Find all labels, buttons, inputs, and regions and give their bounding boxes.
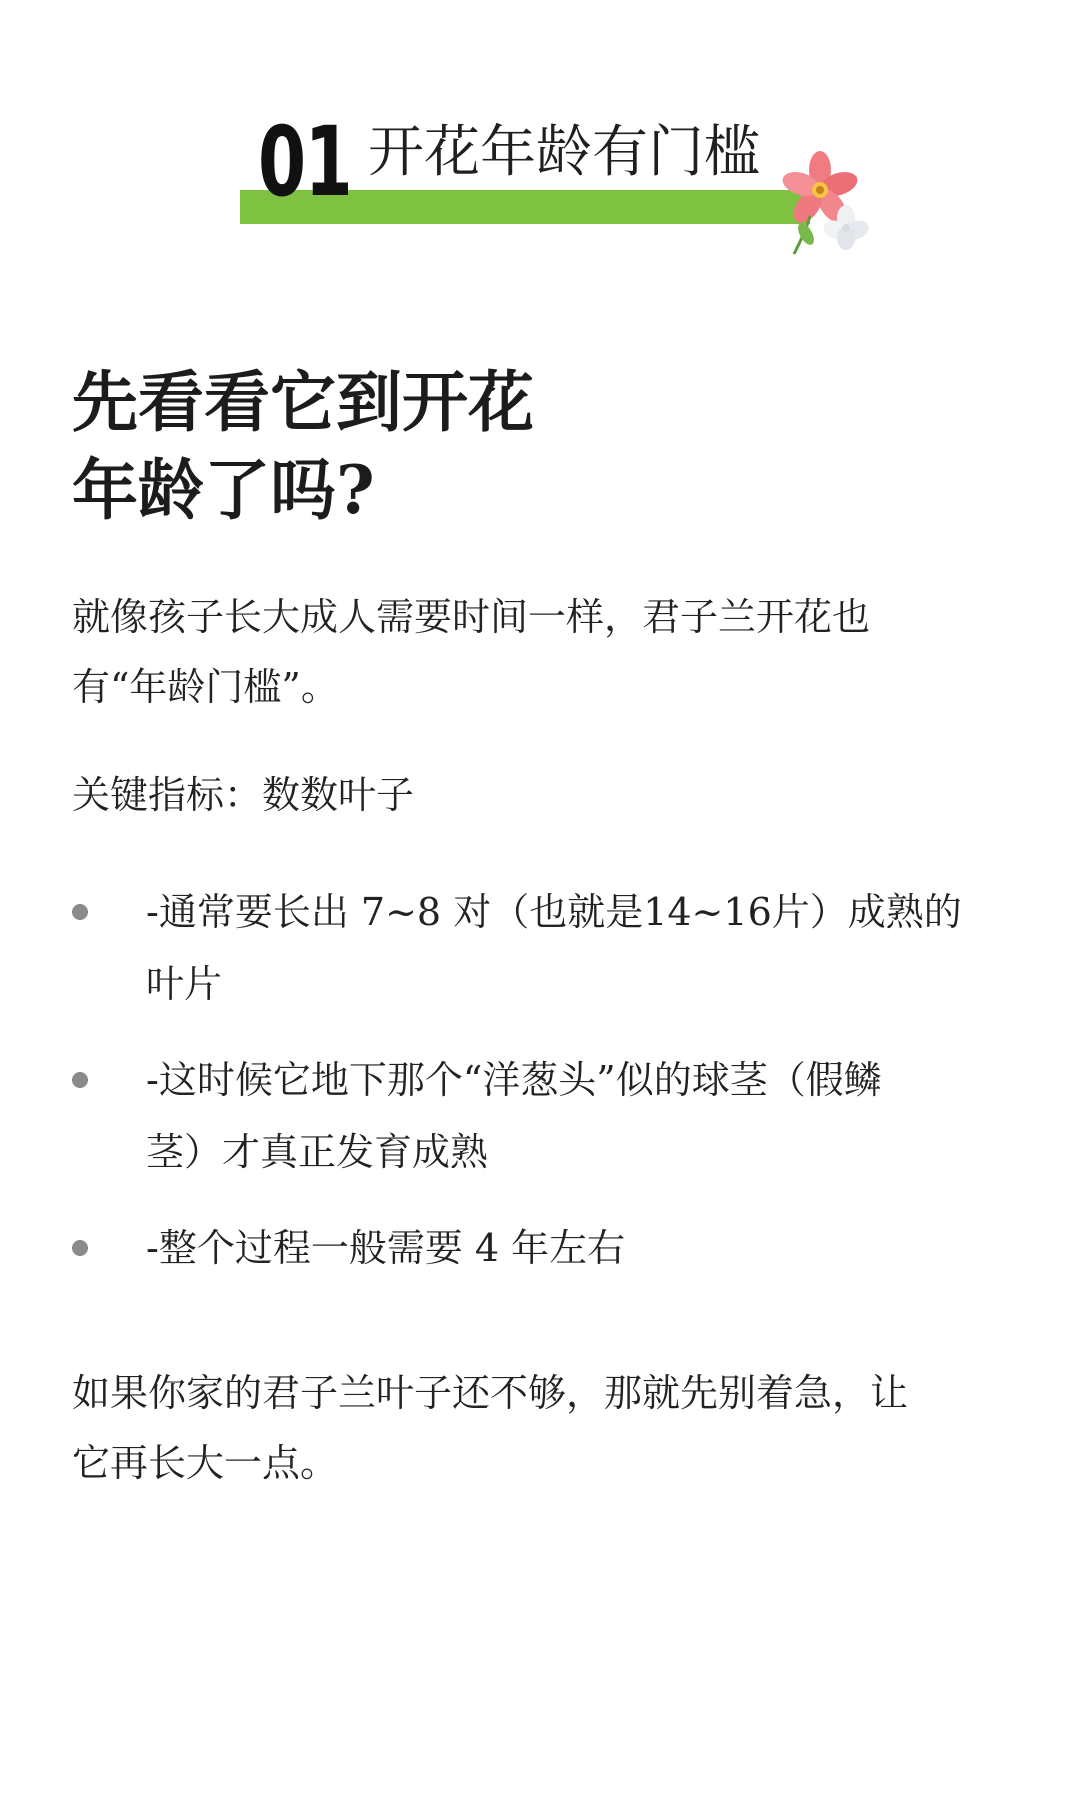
list-item [72,1044,1012,1188]
key-indicator: 关键指标：数数叶子 [72,773,415,817]
bullet-dot-icon [72,1240,88,1256]
closing-line-1: 如果你家的君子兰叶子还不够，那就先别着急，让 [72,1371,909,1415]
bullet-line-1: -通常要长出 7~8 对（也就是14~16片）成熟的 [146,890,962,934]
closing-line-2: 它再长大一点。 [72,1441,339,1485]
list-item [72,1212,1012,1284]
bullet-dot-icon [72,904,88,920]
bullet-line-2: 茎）才真正发育成熟 [146,1130,489,1174]
list-item [72,876,1012,1020]
bullet-dot-icon [72,1072,88,1088]
closing-paragraph [72,1358,992,1498]
section-banner [240,106,880,260]
intro-line-1: 就像孩子长大成人需要时间一样，君子兰开花也 [72,595,871,639]
headline-line-1: 先看看它到开花 [72,363,534,441]
bullet-line-2: 叶片 [146,962,223,1006]
bullet-line-1: -这时候它地下那个“洋葱头”似的球茎（假鳞 [146,1058,882,1102]
section-title: 开花年龄有门槛 [368,120,760,185]
section-number: 01 [258,106,352,218]
bullet-line-1: -整个过程一般需要 4 年左右 [146,1226,626,1270]
bullet-list [72,876,1012,1308]
headline-line-2: 年龄了吗? [72,451,375,529]
intro-paragraph [72,582,992,722]
intro-line-2: 有“年龄门槛”。 [72,665,339,709]
flower-icon [780,150,890,260]
headline [72,358,972,534]
